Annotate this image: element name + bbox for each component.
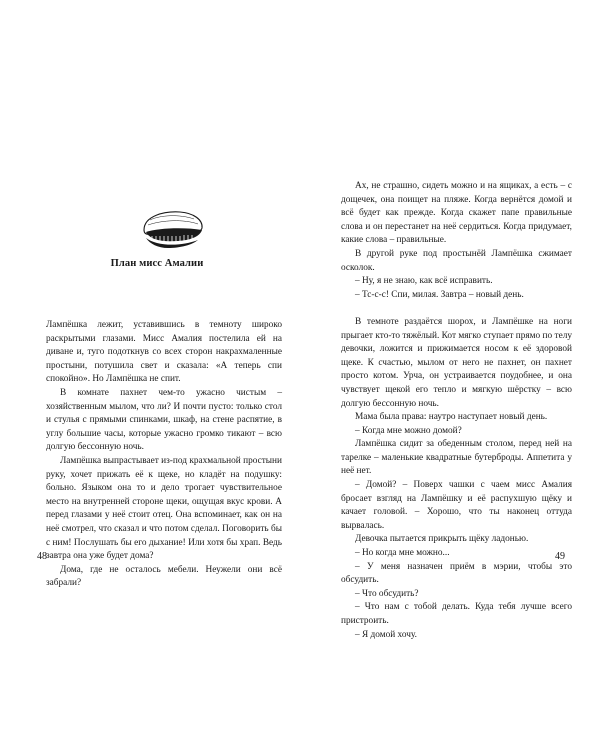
- paragraph: Дома, где не осталось мебели. Неужели они всё забрали?: [46, 564, 282, 589]
- paragraph: В другой руке под простынёй Лампёшка сжимает осколок.: [341, 248, 572, 273]
- paragraph: Мама была права: наутро наступает новый день.: [355, 412, 548, 423]
- paragraph: – Я домой хочу.: [355, 629, 417, 640]
- chapter-title: План мисс Амалии: [110, 258, 204, 269]
- paragraph: – Тс-с-с! Спи, милая. Завтра – новый день.: [355, 289, 524, 300]
- paragraph: В темноте раздаётся шорох, и Лампёшке на ноги прыгает кто-то тяжёлый. Кот мягко ступает прямо по телу девочки, ложится и прижимается носом к её здоровой щеке. К счастью, мылом от него не пахнет, он пахнет просто котом. Урча, он устраивается поудобнее, и она чувствует щекой его тепло и мягкую шёрстку – всю долгую бессонную ночь.: [341, 316, 572, 409]
- right-page: [300, 0, 600, 750]
- page-number-right: 49: [555, 551, 565, 562]
- paragraph: – Что нам с тобой делать. Куда тебя лучше всего пристроить.: [341, 602, 572, 626]
- paragraph: – Домой? – Поверх чашки с чаем мисс Амалия бросает взгляд на Лампёшку и её распухшую щёку и качает головой. – Хорошо, что ты наконец оттуда вырвалась.: [341, 480, 572, 531]
- paragraph: Лампёшка сидит за обеденным столом, перед ней на тарелке – маленькие квадратные бутерброды. Аппетита у неё нет.: [341, 439, 572, 477]
- page-number-left: 48: [37, 551, 47, 562]
- paragraph: Лампёшка выпрастывает из-под крахмальной простыни руку, хочет прижать её к щеке, но кладёт на подушку: больно. Языком она то и дело трогает чувствительное место на внутренней стороне щеки, ощущая вкус крови. А перед глазами у неё стоит отец. Она вспоминает, как он на неё смотрел, что сказал и что потом сделал. Поговорить бы с ним! Послушать бы его дыхание! Или хотя бы храп. Ведь завтра она уже будет дома?: [46, 455, 282, 562]
- paragraph: Девочка пытается прикрыть щёку ладонью.: [355, 534, 529, 545]
- shell-icon: [140, 210, 206, 250]
- paragraph: – Ну, я не знаю, как всё исправить.: [355, 276, 493, 287]
- paragraph: В комнате пахнет чем-то ужасно чистым – хозяйственным мылом, что ли? И почти пусто: только стол и стулья с прямыми спинками, шкаф, на стене распятие, в углу большие часы, которые ужасно громко тикают – всю долгую бессонную ночь.: [46, 387, 282, 453]
- paragraph: – Когда мне можно домой?: [355, 425, 462, 436]
- paragraph: – Но когда мне можно...: [355, 548, 450, 559]
- left-page-text: [46, 319, 282, 591]
- right-page-text: [341, 180, 572, 642]
- paragraph: Ах, не страшно, сидеть можно и на ящиках, а есть – с дощечек, она поищет на пляже. Когда вернётся домой и всё будет как прежде. Когда скажет папе правильные слова и он перестанет на неё сердиться. Когда придумает, какие слова – правильные.: [341, 181, 572, 246]
- paragraph: Лампёшка лежит, уставившись в темноту широко раскрытыми глазами. Мисс Амалия постелила ей на диване и, туго подоткнув со всех сторон накрахмаленные простыни, потушила свет и сказала: «А теперь спи спокойно». Но Лампёшка не спит.: [46, 320, 282, 385]
- paragraph: – Что обсудить?: [355, 588, 419, 599]
- paragraph: – У меня назначен приём в мэрии, чтобы это обсудить.: [341, 561, 572, 586]
